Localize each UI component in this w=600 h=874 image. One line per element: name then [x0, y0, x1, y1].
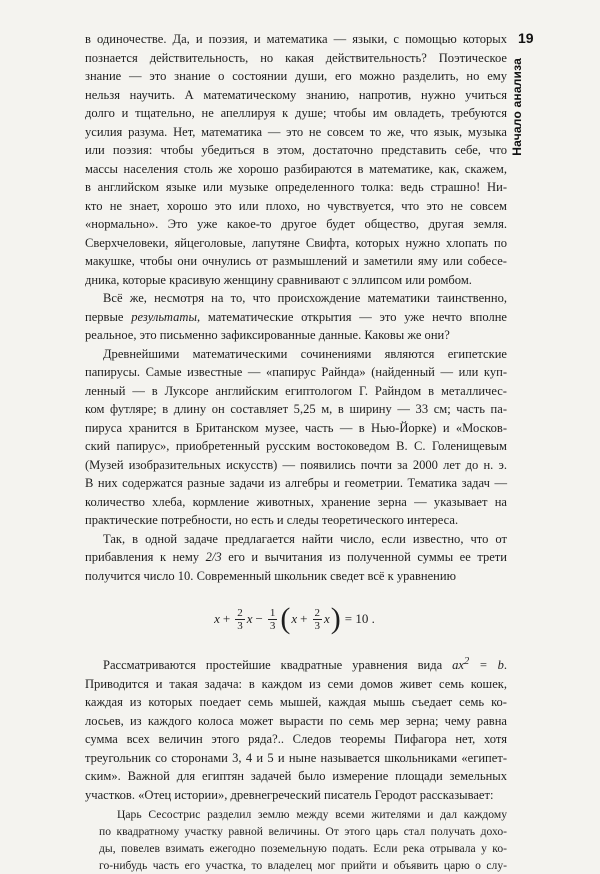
inline-math-fraction: 2/3	[205, 550, 222, 564]
text-line: ским». Важной для египтян задачей было измерение площади земельных	[85, 769, 507, 784]
text-line: макушке, чтобы они очнулись от размышлений и заметили яму или собесе-	[85, 254, 507, 268]
text-line: практические потребности, но есть и следы теоретического интереса.	[85, 513, 459, 527]
text-line: лосьев, из каждого колоса может вырасти по семь мер зерна; чему равна	[85, 713, 507, 728]
text-line: массы населения столь же хорошо разбираются в математике, как, скажем,	[85, 161, 507, 176]
text-line: Всё же, несмотря на то, что происхождение математики таинственно,	[103, 291, 507, 305]
text-line: папирусы. Самые известные — «папирус Райнда» (найденный — или куп-	[85, 365, 507, 379]
fraction-denominator: 3	[237, 619, 243, 632]
formula-op: −	[255, 610, 263, 626]
fraction-numerator: 2	[237, 606, 243, 619]
fraction-numerator: 2	[314, 606, 320, 619]
text-line: (Музей изобразительных искусств) — появились почти за 2000 лет до н. э.	[85, 457, 507, 472]
text-line: ком футляре; в длину он составляет 5,25 м, в ширину — 33 см; часть па-	[85, 402, 507, 416]
text-line: пируса хранится в Британском музее, часть — в Нью-Йорке) и «Москов-	[85, 420, 507, 435]
paragraph-5	[85, 653, 507, 804]
text-line: Так, в одной задаче предлагается найти число, если известно, что от	[103, 531, 507, 546]
text-line: нельзя научить. А математическому знанию, напротив, нужно учиться	[85, 87, 507, 102]
paragraph-3	[85, 345, 507, 530]
page-body	[85, 30, 507, 874]
paragraph-2	[85, 289, 507, 345]
text-line: ский папирус», приобретенный русским востоковедом В. С. Голенищевым	[85, 439, 507, 453]
fraction-numerator: 1	[269, 606, 276, 619]
math-base: ax	[452, 658, 464, 673]
emphasis-results: результаты	[131, 309, 197, 324]
fraction-denominator: 3	[314, 619, 320, 632]
text-line: В них содержатся разные задачи из алгебры и геометрии. Тематика задач —	[85, 476, 507, 490]
text-span: его и вычитания из полученной суммы ее трети	[221, 550, 508, 564]
text-span: первые	[85, 309, 132, 324]
page-number: 19	[518, 30, 534, 46]
left-paren: (	[280, 602, 291, 635]
text-line: в одиночестве. Да, и поэзия, и математика — языки, с помощью которых	[85, 32, 507, 46]
text-line: знание — это знание о состоянии души, его можно разделить, но ему	[85, 69, 507, 83]
quote-line: ды, повелев взимать ежегодно поземельную подать. Если река отрывала у ко-	[99, 842, 507, 856]
formula-var: x	[291, 610, 298, 626]
text-span: .	[503, 658, 507, 673]
text-line: в английском языке или музыке определенного толка: ведь страшно! Ни-	[85, 180, 507, 194]
paragraph-4	[85, 530, 507, 586]
text-line	[85, 548, 507, 567]
text-span: прибавления к нему	[85, 550, 206, 564]
text-line: усилия разума. Нет, математика — это не совсем то же, что язык, музыка	[85, 124, 507, 139]
inline-math-quadratic	[452, 658, 504, 672]
paragraph-1	[85, 30, 507, 289]
text-line: или поэзия: чтобы убедиться в этом, достаточно представить себе, что	[85, 143, 507, 157]
fraction-denominator: 3	[269, 619, 276, 632]
text-line	[85, 653, 507, 675]
text-line: получится число 10. Современный школьник сведет всё к уравнению	[85, 568, 456, 583]
formula-var: x	[214, 610, 220, 626]
text-line: познается действительность, но какая действительность? Поэтическое	[85, 50, 507, 65]
text-line: участков. «Отец истории», древнегреческий писатель Геродот рассказывает:	[85, 787, 494, 802]
equation	[85, 591, 507, 647]
text-line: сумма всех величин этого ряда?.. Следов теоремы Пифагора нет, хотя	[85, 732, 507, 747]
text-line: дника, которые красивую женщину сравнивают с эллипсом или ромбом.	[85, 272, 472, 287]
text-line: треугольник со сторонами 3, 4 и 5 и ныне называется школьниками «египет-	[85, 750, 507, 765]
text-line: каждая из которых поедает семь мышей, каждая мышь съедает семь ко-	[85, 695, 507, 710]
text-line: Приводится и такая задача: в каждом из семи домов живет семь кошек,	[85, 676, 507, 691]
quote-line: Царь Сесострис разделил землю между всеми жителями и дал каждому	[117, 808, 507, 822]
fraction	[235, 607, 245, 632]
text-line	[85, 308, 507, 327]
formula-var: x	[324, 610, 330, 626]
text-line: Древнейшими математическими сочинениями являются египетские	[103, 346, 507, 361]
text-line: Сверхчеловеки, яйцеголовые, лапутяне Свифта, которых нужно хлопать по	[85, 235, 507, 250]
quote-block	[85, 806, 507, 874]
formula-equals: = 10 .	[344, 610, 375, 626]
fraction	[313, 607, 323, 632]
chapter-title: Начало анализа	[510, 58, 524, 156]
math-rest: = b	[469, 658, 504, 673]
right-paren: )	[330, 602, 341, 635]
quote-line: го-нибудь часть его участка, то владелец мог прийти и объявить царю о слу-	[99, 859, 507, 873]
formula-var: x	[246, 610, 253, 626]
text-line: количество хлеба, кормление животных, хранение зерна — указывает на	[85, 494, 507, 509]
text-line: долго и тщательно, не апеллируя к душе; чтобы им овладеть, требуются	[85, 106, 507, 120]
quote-line: по квадратному участку равной величины. От этого царь стал получать дохо-	[99, 825, 507, 839]
text-span: Рассматриваются простейшие квадратные уравнения вида	[103, 658, 453, 673]
text-line: реальное, это письменно зафиксированные данные. Каковы же они?	[85, 328, 450, 342]
text-line: «нормально». Это уже какое-то другое будет общество, другая земля.	[85, 217, 507, 231]
math-exponent: 2	[464, 656, 470, 667]
text-line: кто не знает, хорошо это или плохо, но чувствуется, что это не совсем	[85, 198, 507, 213]
text-line: ленный — в Луксоре английским египтологом Г. Райндом в металличес-	[85, 383, 507, 398]
formula-op: +	[300, 610, 308, 626]
text-span: , математические открытия — это уже нечто вполне	[196, 309, 507, 324]
formula-op: +	[222, 610, 231, 626]
fraction	[268, 607, 278, 632]
